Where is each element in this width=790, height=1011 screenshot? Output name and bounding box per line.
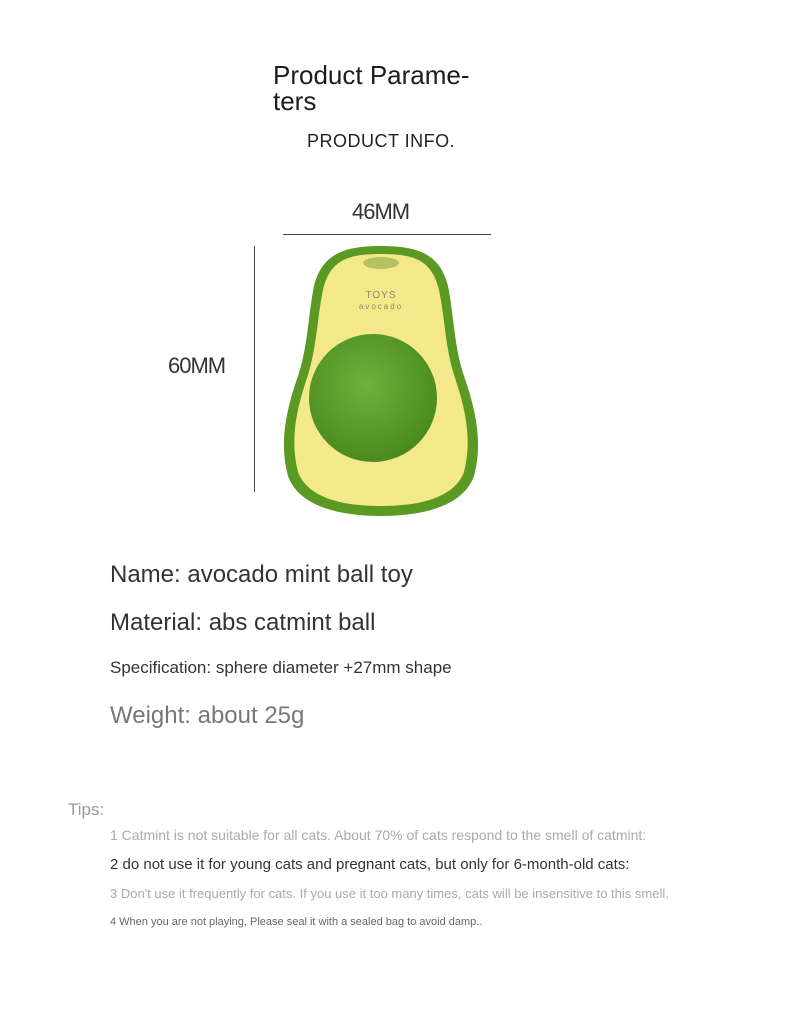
product-brand-text: TOYS <box>365 290 397 301</box>
tips-heading: Tips: <box>68 800 105 819</box>
spec-specification: Specification: sphere diameter +27mm shape <box>110 658 452 677</box>
tip-item: 1 Catmint is not suitable for all cats. About 70% of cats respond to the smell of catmint: <box>110 827 647 843</box>
page-title: Product Parame- ters <box>273 60 470 116</box>
tip-item: 3 Don't use it frequently for cats. If you use it too many times, cats will be insensitive to this smell. <box>110 886 669 901</box>
tip-item: 4 When you are not playing, Please seal it with a sealed bag to avoid damp.. <box>110 916 483 928</box>
page-subtitle: PRODUCT INFO. <box>307 131 456 151</box>
catmint-ball <box>309 334 437 462</box>
spec-material: Material: abs catmint ball <box>110 609 376 636</box>
width-dimension-label: 46MM <box>352 199 410 224</box>
product-name-text: avocado <box>358 302 404 311</box>
tip-item: 2 do not use it for young cats and pregnant cats, but only for 6-month-old cats: <box>110 856 630 873</box>
height-dimension-line <box>254 246 255 492</box>
avocado-toy-image <box>278 246 484 518</box>
spec-name: Name: avocado mint ball toy <box>110 561 413 588</box>
width-dimension-line <box>283 234 491 235</box>
spec-weight: Weight: about 25g <box>110 702 305 729</box>
height-dimension-label: 60MM <box>168 353 226 378</box>
